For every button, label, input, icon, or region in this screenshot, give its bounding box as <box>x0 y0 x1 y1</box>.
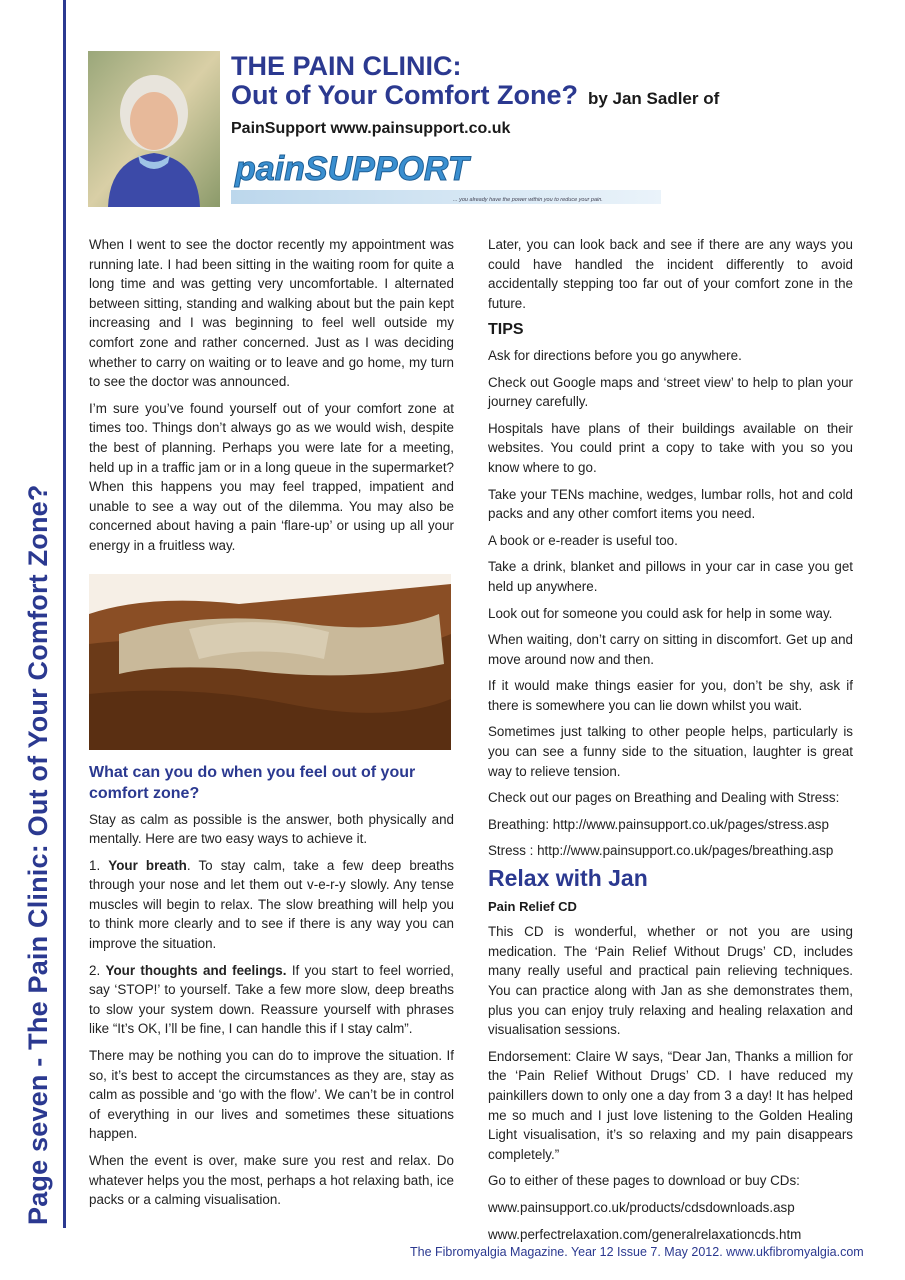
side-page-title: Page seven - The Pain Clinic: Out of Your Comfort Zone? <box>23 484 53 1225</box>
paragraph <box>89 961 454 1039</box>
tip-item: Ask for directions before you go anywhere. <box>488 347 742 363</box>
cd-relaxation-link[interactable]: www.perfectrelaxation.com/generalrelaxationcds.htm <box>488 1226 802 1242</box>
paragraph: When the event is over, make sure you rest and relax. Do whatever helps you the most, perhaps a hot relaxing bath, ice packs or a calming visualisation. <box>89 1153 454 1208</box>
tip-item: Take a drink, blanket and pillows in your car in case you get held up anywhere. <box>488 559 853 594</box>
paragraph-text: If you start to feel worried, say ‘STOP!’ to yourself. Take a few more slow, deep breaths to slow your system down. Reassure yourself with phrases like “It’s OK, I’ll be fine, I can handle this if I stay calm”. <box>89 962 454 1037</box>
bold-lead: Your breath <box>108 857 187 873</box>
cd-download-link[interactable]: www.painsupport.co.uk/products/cdsdownloads.asp <box>488 1199 795 1215</box>
article-subtitle: PainSupport www.painsupport.co.uk <box>231 120 511 137</box>
author-portrait <box>88 51 220 207</box>
breathing-link[interactable]: Breathing: http://www.painsupport.co.uk/pages/stress.asp <box>488 816 829 832</box>
item-number: 1. <box>89 857 101 873</box>
section-heading: What can you do when you feel out of your comfort zone? <box>89 763 416 802</box>
logo-wordmark: painSUPPORT <box>235 150 469 188</box>
tip-item: When waiting, don’t carry on sitting in discomfort. Get up and move around now and then. <box>488 632 853 667</box>
cd-heading: Pain Relief CD <box>488 898 577 914</box>
right-column <box>488 235 853 1251</box>
paragraph: Go to either of these pages to download or buy CDs: <box>488 1173 800 1189</box>
title-line-1: THE PAIN CLINIC: <box>231 51 462 81</box>
armchair-photo <box>89 574 451 750</box>
tip-item: Look out for someone you could ask for help in some way. <box>488 605 833 621</box>
page-footer: The Fibromyalgia Magazine. Year 12 Issue 7. May 2012. www.ukfibromyalgia.com <box>410 1245 864 1259</box>
article-title <box>231 52 719 113</box>
logo-tagline: ... you already have the power within you to reduce your pain. <box>453 197 603 203</box>
bold-lead: Your thoughts and feelings. <box>105 962 287 978</box>
tip-item: Check out Google maps and ‘street view’ to help to plan your journey carefully. <box>488 374 853 410</box>
paragraph-text: . To stay calm, take a few deep breaths through your nose and let them out v-e-r-y slowly. Any tense muscles will begin to relax. The slow breathing will help you to think more clearly and to see if there is any way you can improve the situation. <box>89 857 454 952</box>
left-column <box>89 235 454 1217</box>
tip-item: Hospitals have plans of their buildings available on their websites. You could print a copy to take with you so you know where to go. <box>488 420 853 475</box>
tips-heading: TIPS <box>488 321 524 339</box>
paragraph: There may be nothing you can do to improve the situation. If so, it’s best to accept the circumstances as they are, stay as calm as possible and ‘go with the flow’. We can’t be in control of everything in our lives and sometimes these situations happen. <box>89 1048 454 1142</box>
painsupport-logo <box>231 144 661 210</box>
relax-heading: Relax with Jan <box>488 865 648 892</box>
paragraph: This CD is wonderful, whether or not you are using medication. The ‘Pain Relief Without Drugs’ CD, includes many really useful and practical pain relieving techniques. You can practice along with Jan as she demonstrates them, plus you can enjoy truly relaxing and healing relaxation and visualisation sessions. <box>488 924 853 1038</box>
paragraph: I’m sure you’ve found yourself out of your comfort zone at times too. Things don’t always go as we would wish, despite the best of planning. Perhaps you were late for a meeting, held up in a traffic jam or in a long queue in the supermarket? When this happens you may feel trapped, impatient and unable to see a way out of the dilemma. You may also be concerned about having a pain ‘flare-up’ or using up all your energy in a fruitless way. <box>89 400 454 553</box>
tip-item: A book or e-reader is useful too. <box>488 532 678 548</box>
paragraph: When I went to see the doctor recently my appointment was running late. I had been sitting in the waiting room for quite a long time and was getting very uncomfortable. I alternated between sitting, standing and walking about but the pain kept increasing and I was beginning to feel well outside my comfort zone and rather concerned. Just as I was deciding whether to carry on waiting or to leave and go home, my turn to see the doctor was announced. <box>89 237 454 390</box>
paragraph: Stay as calm as possible is the answer, both physically and mentally. Here are two easy ways to achieve it. <box>89 811 454 847</box>
byline: by Jan Sadler of <box>587 89 720 108</box>
tip-item: If it would make things easier for you, don’t be shy, ask if there is somewhere you can lie down whilst you wait. <box>488 678 853 713</box>
stress-link[interactable]: Stress : http://www.painsupport.co.uk/pages/breathing.asp <box>488 843 834 859</box>
paragraph <box>89 856 454 954</box>
tip-item: Take your TENs machine, wedges, lumbar rolls, hot and cold packs and any other comfort items you need. <box>488 486 853 522</box>
tip-item: Sometimes just talking to other people helps, particularly is you can see a funny side to the situation, laughter is great way to relieve tension. <box>488 724 853 779</box>
tip-item: Check out our pages on Breathing and Dealing with Stress: <box>488 790 840 806</box>
title-line-2: Out of Your Comfort Zone? <box>231 80 578 110</box>
paragraph: Endorsement: Claire W says, “Dear Jan, Thanks a million for the ‘Pain Relief Without Drugs’ CD. I have reduced my painkillers down to only one a day from 3 a day! It has helped me so much and I just love listening to the Golden Healing Light visualisation, it’s so relaxing and my pain disappears completely.” <box>488 1048 853 1162</box>
paragraph: Later, you can look back and see if there are any ways you could have handled the incident differently to avoid accidentally stepping too far out of your comfort zone in the future. <box>488 237 853 311</box>
item-number: 2. <box>89 962 101 978</box>
side-rule <box>63 0 66 1228</box>
